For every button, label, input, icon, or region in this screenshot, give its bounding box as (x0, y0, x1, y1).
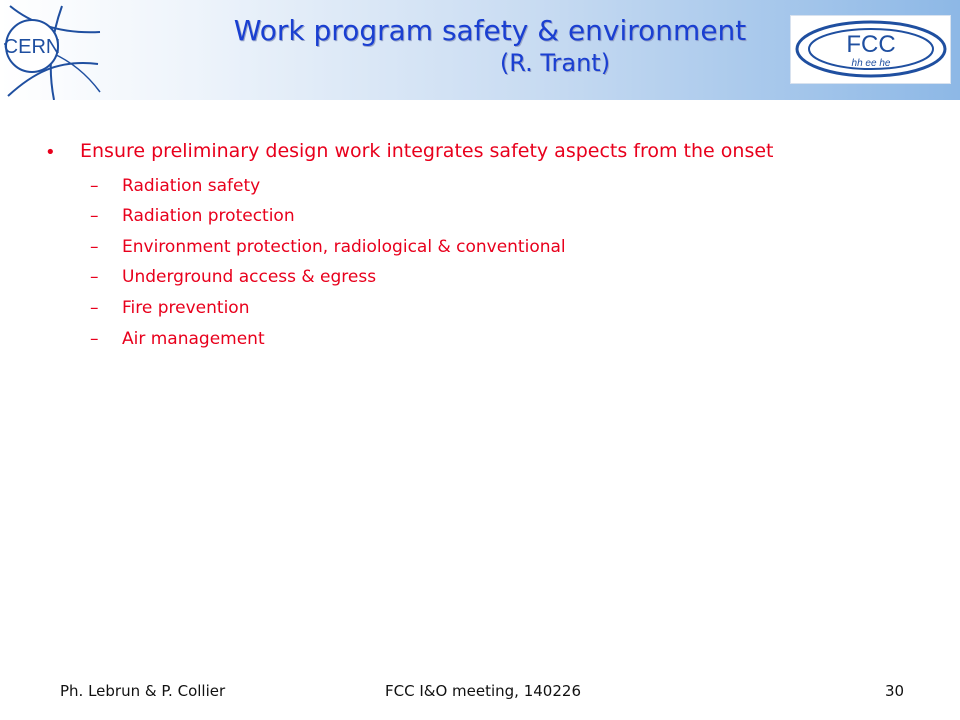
fcc-logo-icon (790, 15, 951, 84)
dash-marker: – (90, 298, 99, 318)
sub-item-text: Air management (122, 329, 265, 349)
bullet-marker: • (45, 142, 56, 163)
sub-item (0, 298, 960, 322)
sub-item (0, 206, 960, 230)
footer-authors: Ph. Lebrun & P. Collier (60, 682, 226, 700)
slide-title (150, 14, 830, 78)
fcc-logo-subtext: hh ee he (851, 58, 891, 69)
bullet-text: Ensure preliminary design work integrates safety aspects from the onset (80, 140, 774, 162)
title-line-2: (R. Trant) (499, 49, 611, 77)
dash-marker: – (90, 176, 99, 196)
dash-marker: – (90, 237, 99, 257)
dash-marker: – (90, 329, 99, 349)
fcc-logo-text: FCC (846, 31, 896, 58)
footer-page-number: 30 (885, 682, 905, 700)
sub-item-text: Underground access & egress (122, 267, 377, 287)
sub-item-text: Fire prevention (122, 298, 250, 318)
sub-item (0, 237, 960, 261)
sub-item (0, 267, 960, 291)
dash-marker: – (90, 267, 99, 287)
footer-meeting: FCC I&O meeting, 140226 (385, 682, 581, 700)
bullet-item (0, 140, 960, 168)
cern-logo-icon (2, 4, 102, 100)
sub-item (0, 329, 960, 353)
sub-item-text: Radiation safety (122, 176, 261, 196)
title-line-1: Work program safety & environment (233, 14, 747, 47)
sub-item (0, 176, 960, 200)
sub-item-text: Radiation protection (122, 206, 295, 226)
cern-logo-text: CERN (3, 36, 61, 58)
dash-marker: – (90, 206, 99, 226)
sub-item-text: Environment protection, radiological & conventional (122, 237, 566, 257)
